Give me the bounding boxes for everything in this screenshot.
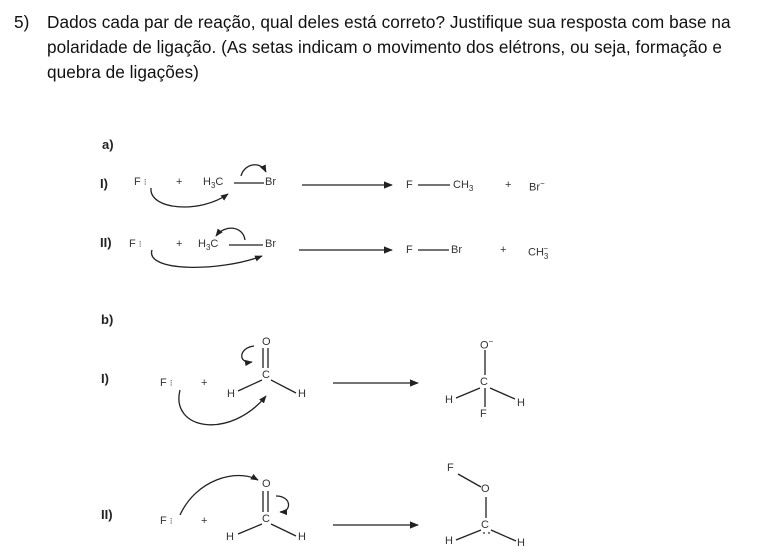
a2-curved-arrow-bond-break (216, 228, 245, 240)
b1-curved-arrow-attack (179, 390, 266, 425)
b1-product-c-h-left-bond (456, 388, 480, 398)
a2-product-f: F (406, 244, 413, 256)
b1-h-left: H (227, 388, 235, 400)
b1-oxygen: O (262, 336, 271, 348)
b2-carbon: C (262, 513, 270, 525)
question-text: Dados cada par de reação, qual deles está correto? Justifique sua resposta com base na polaridade de ligação. (As setas indicam o movimento dos elétrons, ou seja, formação e quebra de ligações) (47, 12, 731, 82)
part-a-reaction-1-label: I) (100, 176, 108, 191)
a1-curved-arrow-bond-break (241, 165, 266, 176)
a2-bromine: Br (265, 238, 276, 250)
part-b-reaction-2-label: II) (101, 507, 113, 522)
a1-product-f: F (406, 179, 413, 191)
question-number: 5) (14, 12, 30, 32)
b2-product-carbon: C (481, 519, 489, 531)
a1-product-ch3: $CH_3$ (453, 179, 474, 194)
b2-c-h-right-bond (271, 524, 296, 536)
b2-product-h-right: H (517, 537, 525, 549)
b2-product-c-h-left-bond (456, 530, 481, 540)
b2-product-fluorine: F (447, 462, 454, 474)
b1-c-h-left-bond (238, 380, 262, 391)
b2-plus: + (201, 515, 208, 527)
b1-product-fluorine: F (480, 408, 487, 420)
a1-bromine: Br (265, 176, 276, 188)
a1-plus: + (176, 176, 183, 188)
b1-curved-arrow-pi-break (242, 346, 254, 362)
b1-carbon: C (262, 369, 270, 381)
b2-curved-arrow-pi-break (276, 496, 289, 512)
b2-product-h-left: H (445, 535, 453, 547)
a2-methyl-bromide: $H_3C$ (198, 238, 219, 253)
b1-product-carbon: C (480, 376, 488, 388)
b2-product-c-h-right-bond (491, 530, 516, 541)
b2-product-fo-bond (458, 474, 481, 487)
a1-curved-arrow-attack (151, 188, 228, 207)
a2-plus-2: + (500, 244, 507, 256)
a1-fluoride: F ⁝ (134, 176, 147, 188)
a2-plus: + (176, 238, 183, 250)
a1-bromide: Br− (529, 179, 545, 194)
a2-product-br: Br (451, 244, 462, 256)
b2-h-left: H (226, 531, 234, 543)
b1-c-h-right-bond (271, 380, 296, 393)
b1-product-h-left: H (445, 394, 453, 406)
part-a-reaction-2-label: II) (100, 235, 112, 250)
a2-fluoride: F ⁝ (129, 238, 142, 250)
b2-curved-arrow-attack (180, 475, 258, 515)
a2-methanide: $CH_3^-$ (528, 244, 549, 261)
b1-product-c-h-right-bond (490, 388, 515, 399)
b2-h-right: H (298, 531, 306, 543)
part-b-label: b) (101, 312, 114, 327)
b2-oxygen: O (262, 478, 271, 490)
b1-product-oxygen: O− (480, 337, 494, 352)
part-a-label: a) (102, 137, 114, 152)
b2-c-h-left-bond (238, 524, 262, 534)
a1-plus-2: + (505, 179, 512, 191)
b1-product-h-right: H (517, 397, 525, 409)
b1-h-right: H (298, 388, 306, 400)
b2-product-oxygen: O (481, 483, 490, 495)
part-b-reaction-1-label: I) (101, 371, 109, 386)
b1-plus: + (201, 377, 208, 389)
b2-fluoride: F ⁝ (160, 515, 173, 527)
b1-fluoride: F ⁝ (160, 377, 173, 389)
a2-curved-arrow-attack (152, 250, 262, 267)
a1-methyl-bromide: $H_3C$ (203, 176, 224, 191)
